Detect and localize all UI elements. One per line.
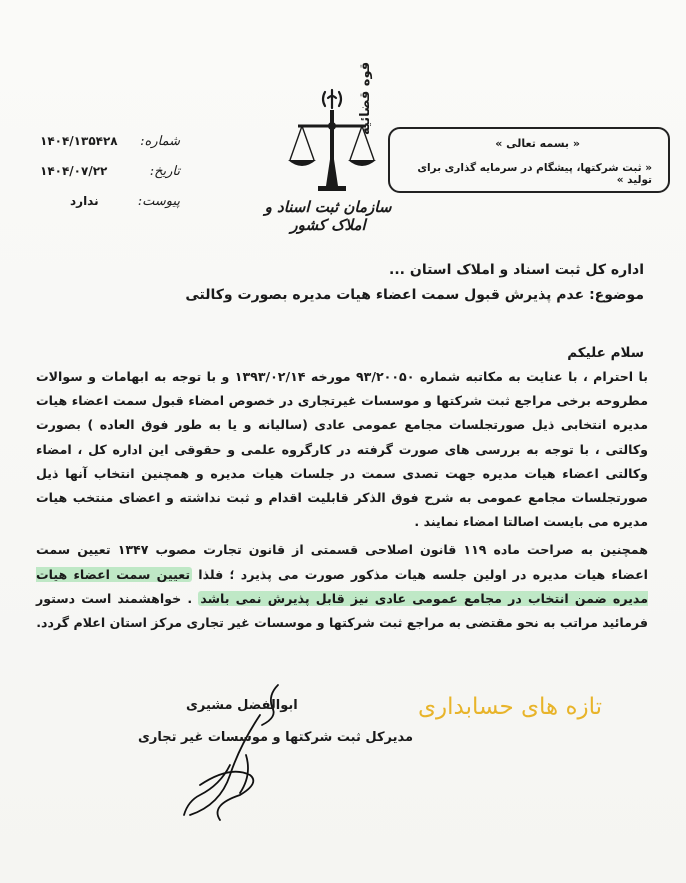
motto-text: « ثبت شرکتها، پیشگام در سرمایه گذاری برای تولید » [417,162,652,186]
letter-body [36,365,648,635]
watermark: تازه های حسابداری [418,694,603,720]
paragraph-2-start: همچنین به صراحت ماده ۱۱۹ قانون اصلاحی قسمتی از قانون تجارت مصوب ۱۳۴۷ تعیین سمت اعضاء هیات مدیره در اولین جلسه هیات مذکور صورت می پذیرد ؛ فلذا [36,542,648,582]
recipient: اداره کل ثبت اسناد و املاک استان ... [389,262,644,278]
number-label: شماره: [140,133,180,149]
date-value: ۱۴۰۴/۰۷/۲۲ [40,164,108,178]
number-row [40,126,180,156]
motto-title: « بسمه تعالی » [495,137,580,150]
signer-title: مدیرکل ثبت شرکتها و موسسات غیر تجاری [138,730,414,745]
date-row [40,156,180,186]
greeting: سلام علیکم [567,345,644,361]
subject: موضوع: عدم پذیرش قبول سمت اعضاء هیات مدیره بصورت وکالتی [185,287,644,303]
letter-meta [40,126,180,216]
organization-name: سازمان ثبت اسناد و املاک کشور [264,198,392,234]
date-label: تاریخ: [149,163,180,179]
paragraph-2 [36,538,648,635]
attachment-row [40,186,180,216]
signer-name: ابوالفضل مشیری [186,698,298,713]
paragraph-1: با احترام ، با عنایت به مکاتبه شماره ۹۳/۲۰۰۵۰ مورخه ۱۳۹۳/۰۲/۱۴ و با توجه به ابهامات و سوالات مطروحه برخی مراجع ثبت شرکتها و موسسات غیرتجاری در خصوص امضاء قبول سمت اعضاء هیات مدیره انتخابی ذیل صورتجلسات مجامع عمومی عادی (سالیانه و یا به طور فوق العاده ) بصورت وکالتی ، با توجه به بررسی های صورت گرفته در کارگروه علمی و حقوقی این اداره کل ، امضاء وکالتی اعضاء هیات مدیره جهت تصدی سمت در جلسات هیات مدیره و همچنین انتخاب آنها ذیل صورتجلسات مجامع عمومی به شرح فوق الذکر قابلیت اقدام و ثبت نداشته و اعضای منتخب هیات مدیره می بایست اصالتا امضاء نمایند . [36,369,648,530]
highlighted-ruling: تعیین سمت اعضاء هیات مدیره ضمن انتخاب در مجامع عمومی عادی نیز قابل پذیرش نمی باشد [36,566,649,606]
attachment-value: ندارد [70,194,99,208]
handwritten-signature-icon [160,665,300,825]
number-value: ۱۴۰۴/۱۳۵۴۲۸ [40,134,118,148]
paragraph-2-end: . خواهشمند است دستور فرمائید مراتب به نحو مقتضی به مراجع ثبت شرکتها و موسسات غیر تجاری مرکز استان اعلام گردد. [36,590,648,631]
judiciary-label: قوه قضائیه [358,61,373,135]
attachment-label: پیوست: [137,193,180,209]
motto-box [388,127,670,193]
